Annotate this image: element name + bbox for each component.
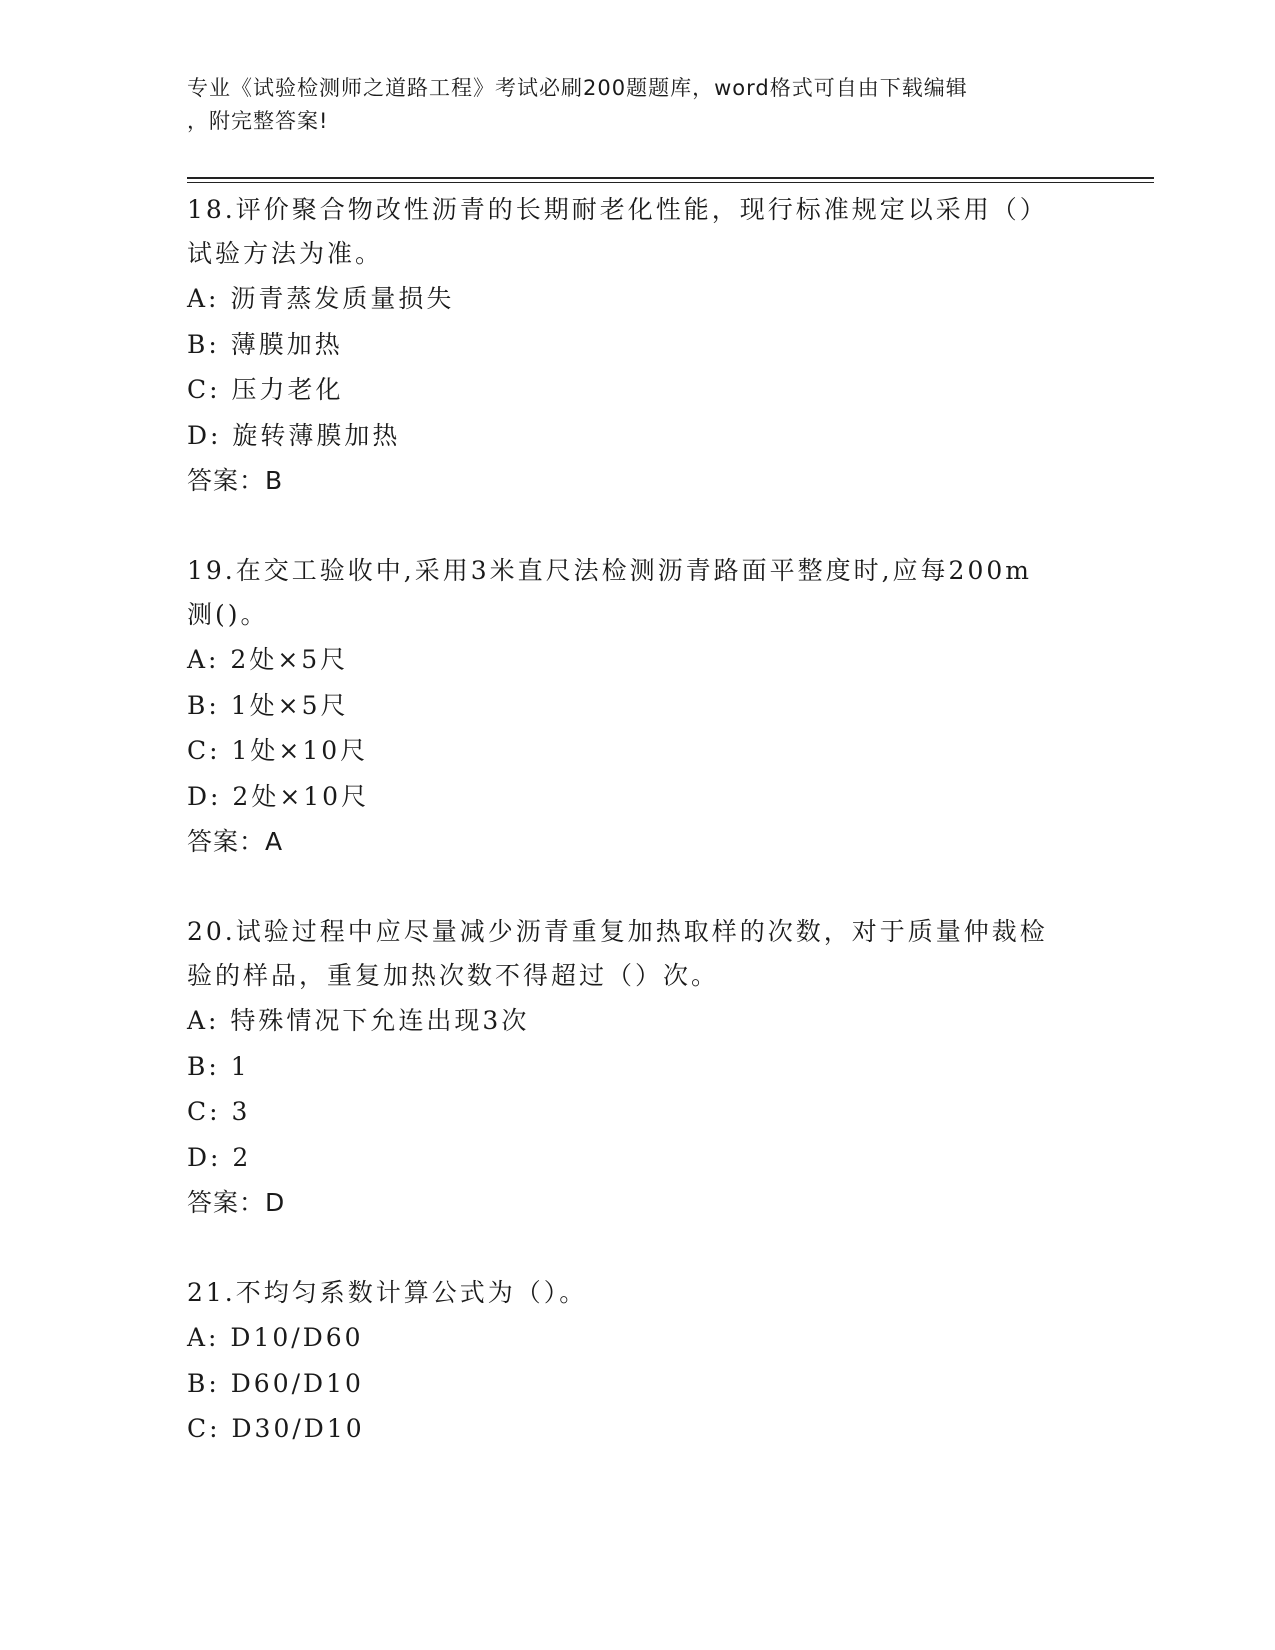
option-c: C: 3 xyxy=(187,1097,251,1126)
option-a: A: 沥青蒸发质量损失 xyxy=(187,284,455,313)
answer: 答案：A xyxy=(187,827,284,856)
question-stem: 21.不均匀系数计算公式为（）。 xyxy=(187,1278,588,1307)
option-a: A: 2处×5尺 xyxy=(187,645,349,674)
question-stem-continued: 验的样品，重复加热次数不得超过（）次。 xyxy=(187,961,720,990)
question-list xyxy=(187,188,1067,1498)
question-stem-continued: 测()。 xyxy=(187,600,269,629)
question-stem: 20.试验过程中应尽量减少沥青重复加热取样的次数，对于质量仲裁检 xyxy=(187,917,1048,946)
option-d: D: 2 xyxy=(187,1142,252,1172)
question-stem-continued: 试验方法为准。 xyxy=(187,239,384,268)
header-divider-thin xyxy=(187,182,1154,183)
question-stem: 18.评价聚合物改性沥青的长期耐老化性能，现行标准规定以采用（） xyxy=(187,195,1048,224)
option-d: D: 2处×10尺 xyxy=(187,781,370,811)
option-a: A: D10/D60 xyxy=(187,1323,364,1352)
header-line-1: 专业《试验检测师之道路工程》考试必刷200题题库，word格式可自由下载编辑 xyxy=(187,76,968,100)
header-divider-thick xyxy=(187,177,1154,179)
option-a: A: 特殊情况下允连出现3次 xyxy=(187,1006,530,1035)
option-b: B: 1处×5尺 xyxy=(187,690,349,720)
header-line-2: ，附完整答案! xyxy=(187,109,329,133)
question-stem: 19.在交工验收中,采用3米直尺法检测沥青路面平整度时,应每200m xyxy=(187,556,1032,585)
option-c: C: 压力老化 xyxy=(187,375,344,404)
question-21 xyxy=(187,1271,1067,1452)
answer: 答案：D xyxy=(187,1188,286,1217)
document-header xyxy=(187,72,1067,138)
option-c: C: D30/D10 xyxy=(187,1414,365,1443)
option-d: D: 旋转薄膜加热 xyxy=(187,420,401,450)
question-19 xyxy=(187,549,1067,864)
option-b: B: 1 xyxy=(187,1051,250,1081)
option-b: B: D60/D10 xyxy=(187,1368,364,1398)
question-18 xyxy=(187,188,1067,503)
option-b: B: 薄膜加热 xyxy=(187,329,343,359)
answer: 答案：B xyxy=(187,466,284,495)
option-c: C: 1处×10尺 xyxy=(187,736,369,765)
question-20 xyxy=(187,910,1067,1225)
